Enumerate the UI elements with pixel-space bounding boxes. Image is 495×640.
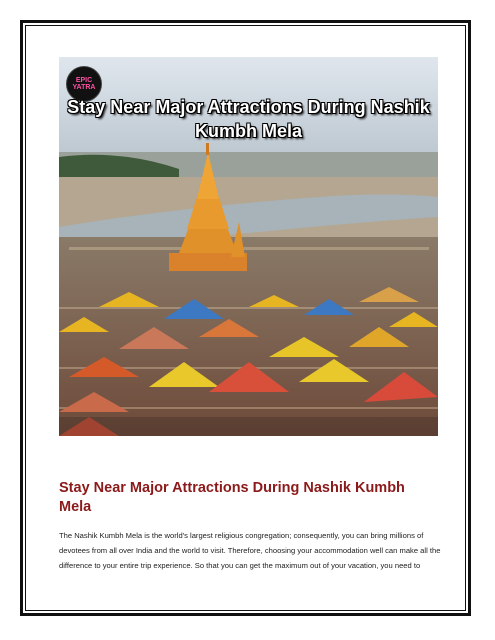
article-body: The Nashik Kumbh Mela is the world's largest religious congregation; consequently, you can bring millions of devotees from all over India and the world to visit. Therefore, choosing your accommodation well can make all the difference to your entire trip experience. So that you can get the maximum out of your vacation, you need to bbox=[59, 531, 441, 570]
logo-text-yatra: YATRA bbox=[72, 84, 96, 91]
logo-text-epic: EPIC bbox=[75, 77, 93, 84]
hero-overlay-title: Stay Near Major Attractions During Nashik Kumbh Mela bbox=[67, 97, 430, 141]
article-heading: Stay Near Major Attractions During Nashik Kumbh Mela bbox=[59, 480, 405, 515]
hero-image bbox=[59, 57, 438, 436]
